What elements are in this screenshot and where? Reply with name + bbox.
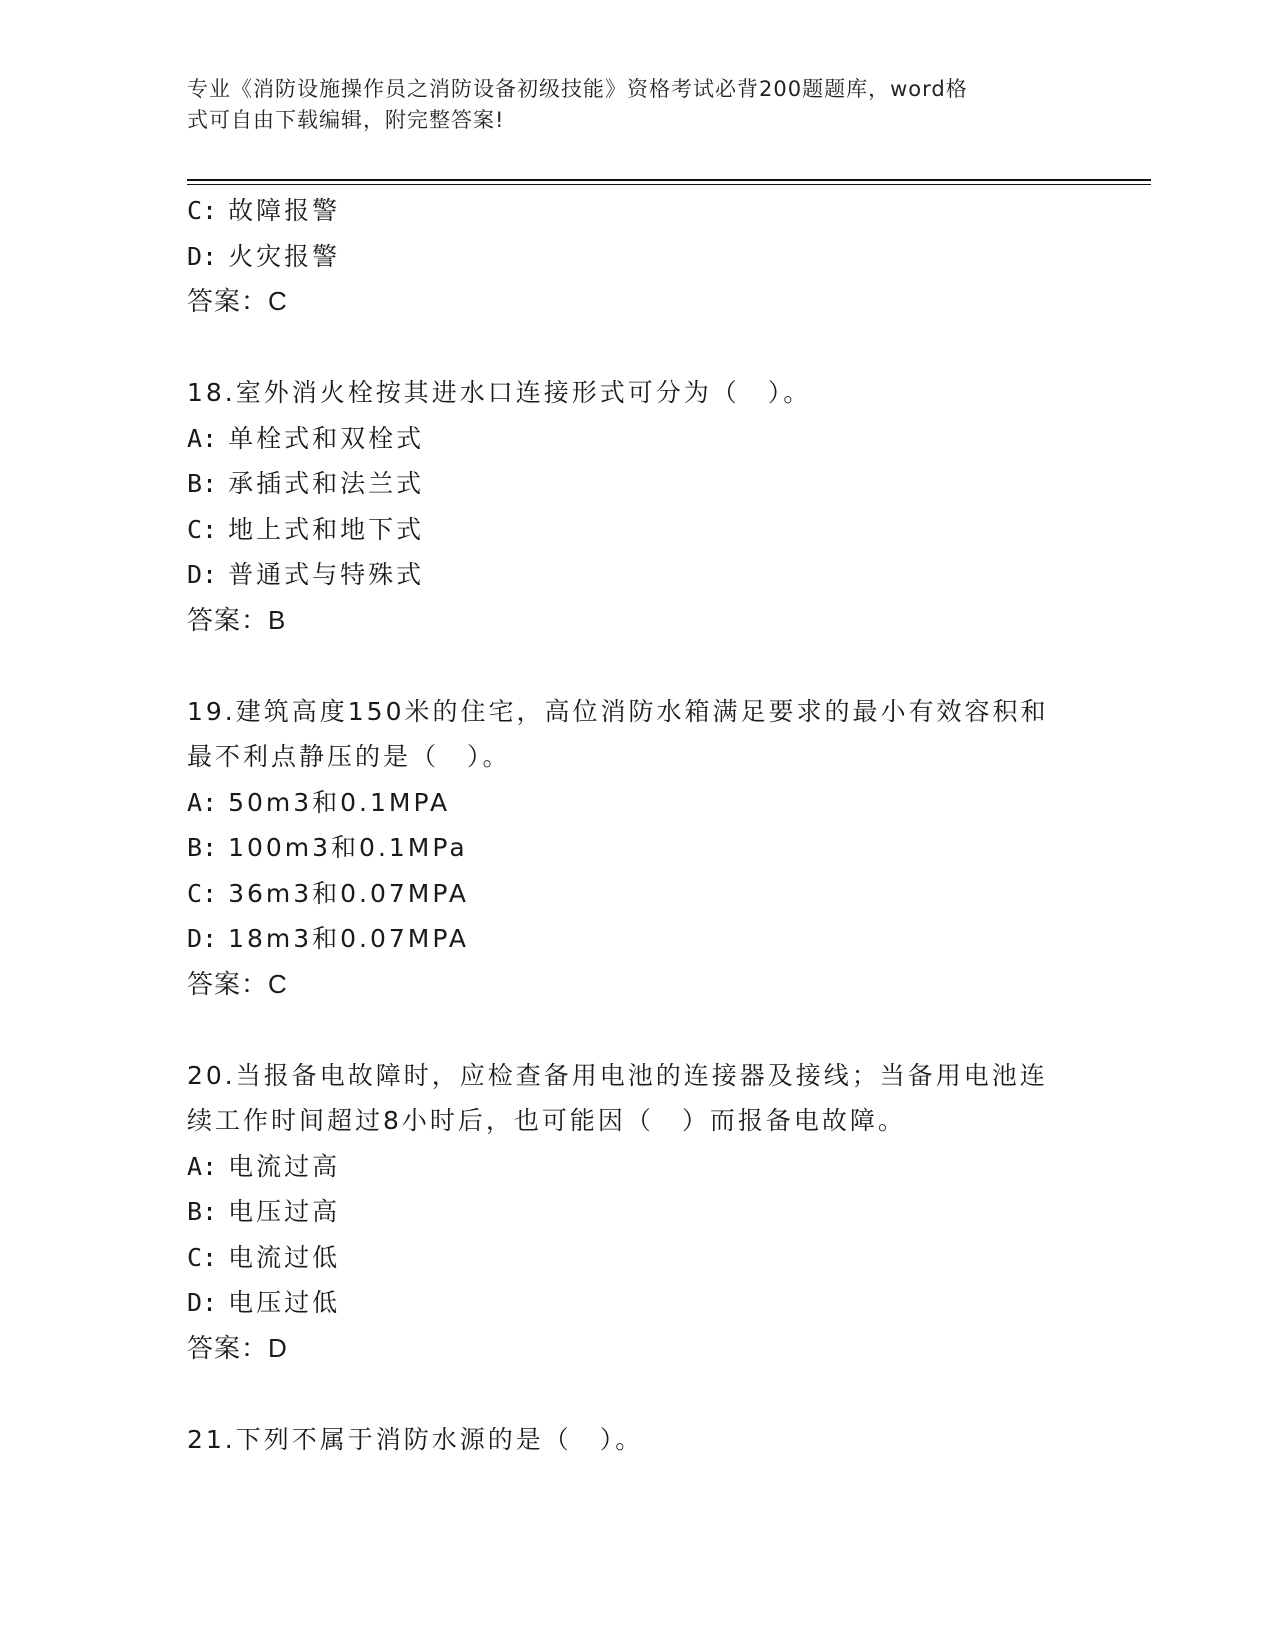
option-letter: A:	[187, 787, 218, 817]
option-letter: D:	[187, 1288, 218, 1317]
option-letter: C:	[187, 196, 218, 225]
header-rule-thin	[187, 184, 1151, 185]
option-line	[187, 552, 1087, 598]
question-stem-continued: 续工作时间超过8小时后，也可能因（ ）而报备电故障。	[187, 1106, 906, 1135]
header-rule-thick	[187, 179, 1151, 181]
option-text: 单栓式和双栓式	[228, 423, 425, 453]
option-text: 50m3和0.1MPA	[228, 787, 451, 817]
option-letter: B:	[187, 469, 218, 498]
option-letter: A:	[187, 423, 218, 453]
option-text: 36m3和0.07MPA	[228, 878, 469, 908]
option-text: 电流过高	[228, 1151, 341, 1181]
question-list	[187, 188, 1087, 1462]
option-letter: C:	[187, 878, 218, 908]
answer-line: 答案：C	[187, 968, 288, 999]
option-letter: C:	[187, 1242, 218, 1272]
option-line	[187, 1144, 1087, 1190]
option-text: 电压过低	[228, 1288, 341, 1317]
option-text: 电流过低	[228, 1242, 341, 1272]
option-line	[187, 1235, 1087, 1281]
option-line	[187, 916, 1087, 962]
option-text: 故障报警	[228, 196, 341, 225]
option-line	[187, 1189, 1087, 1235]
option-letter: B:	[187, 833, 218, 862]
question-stem-continued: 最不利点静压的是（ ）。	[187, 742, 511, 771]
option-text: 电压过高	[228, 1197, 341, 1226]
option-text: 18m3和0.07MPA	[228, 924, 469, 953]
option-letter: B:	[187, 1197, 218, 1226]
option-letter: D:	[187, 560, 218, 589]
option-line	[187, 188, 1087, 234]
header-line-1: 专业《消防设施操作员之消防设备初级技能》资格考试必背200题题库，word格	[187, 77, 968, 101]
answer-line: 答案：D	[187, 1332, 288, 1363]
question-stem: 20.当报备电故障时，应检查备用电池的连接器及接线；当备用电池连	[187, 1060, 1048, 1090]
option-letter: D:	[187, 241, 218, 271]
question-stem: 21.下列不属于消防水源的是（ ）。	[187, 1424, 644, 1454]
question-stem: 18.室外消火栓按其进水口连接形式可分为（ ）。	[187, 378, 812, 407]
option-text: 承插式和法兰式	[228, 469, 425, 498]
option-line	[187, 234, 1087, 280]
option-text: 火灾报警	[228, 241, 341, 271]
option-text: 地上式和地下式	[228, 514, 425, 544]
answer-line: 答案：B	[187, 604, 287, 635]
option-letter: C:	[187, 514, 218, 544]
header-line-2: 式可自由下载编辑，附完整答案!	[187, 108, 505, 132]
option-line	[187, 507, 1087, 553]
option-line	[187, 416, 1087, 462]
option-text: 普通式与特殊式	[228, 560, 425, 589]
option-line	[187, 461, 1087, 507]
option-letter: A:	[187, 1151, 218, 1181]
option-line	[187, 1280, 1087, 1326]
option-line	[187, 780, 1087, 826]
option-line	[187, 825, 1087, 871]
option-line	[187, 871, 1087, 917]
document-header	[187, 74, 1067, 136]
option-letter: D:	[187, 924, 218, 953]
question-stem: 19.建筑高度150米的住宅，高位消防水箱满足要求的最小有效容积和	[187, 696, 1049, 726]
option-text: 100m3和0.1MPa	[228, 833, 468, 862]
answer-line: 答案：C	[187, 286, 288, 316]
